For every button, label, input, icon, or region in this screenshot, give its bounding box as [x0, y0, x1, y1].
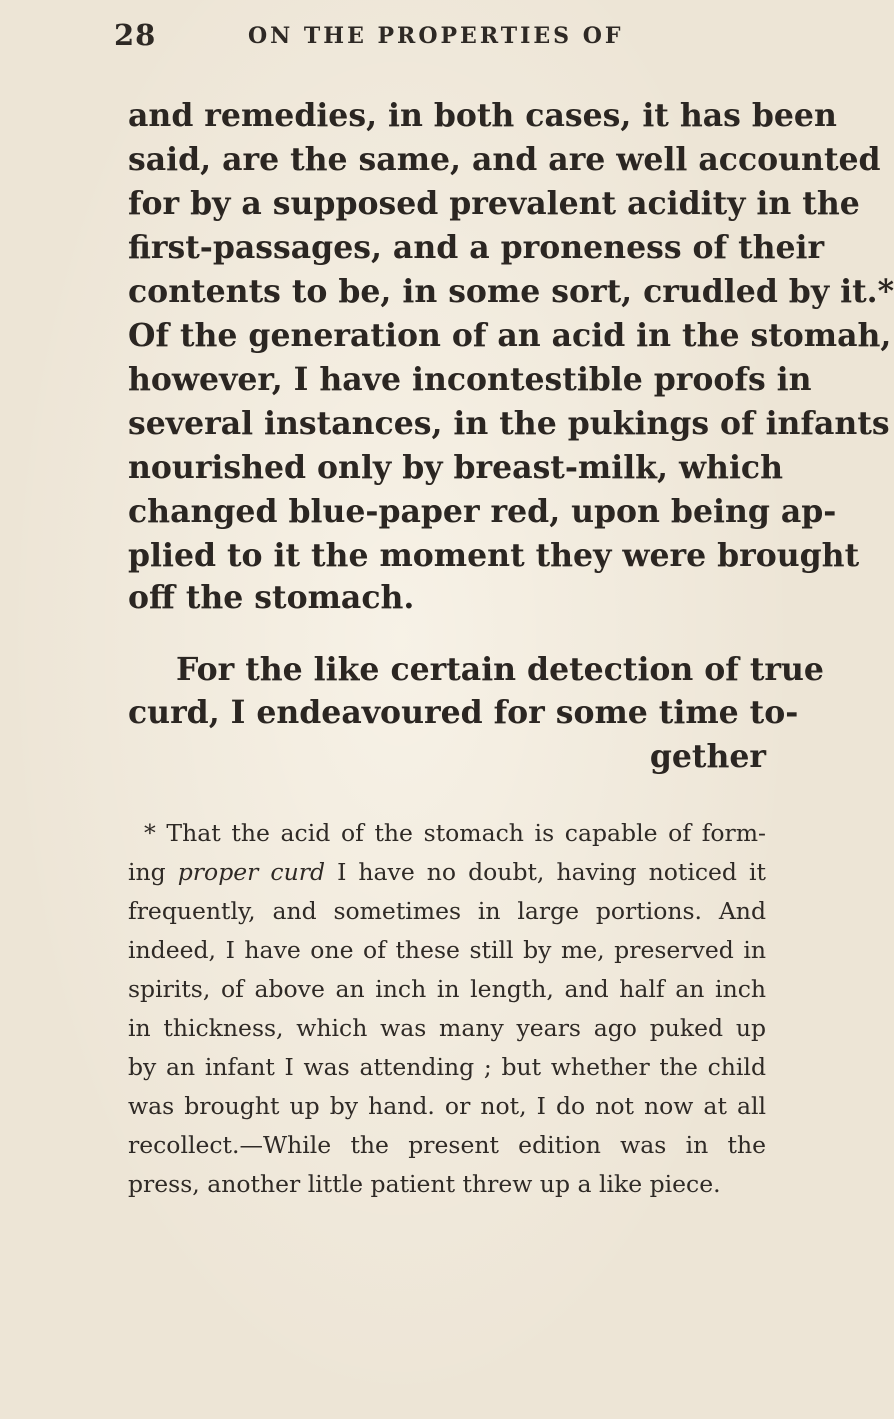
body-line: off the stomach.	[128, 579, 415, 616]
running-head	[0, 18, 801, 58]
body-line: and remedies, in both cases, it has been	[128, 97, 837, 134]
footnote-line: in thickness, which was many years ago puked up	[128, 1014, 766, 1042]
body-line: Of the generation of an acid in the stomah,	[128, 317, 892, 354]
footnote-line: recollect.—While the present edition was in the	[128, 1131, 766, 1159]
body-line: however, I have incontestible proofs in	[128, 361, 812, 398]
footnote-line: spirits, of above an inch in length, and half an inch	[128, 975, 766, 1003]
footnote-line: * That the acid of the stomach is capable of form-	[144, 819, 766, 847]
running-title: ON THE PROPERTIES OF	[248, 23, 624, 49]
footnote-text: ing	[128, 858, 166, 886]
footnote-italic-text: proper curd	[177, 858, 325, 886]
footnote-line: by an infant I was attending ; but whether the child	[128, 1053, 766, 1081]
body-line: curd, I endeavoured for some time to-	[128, 694, 799, 731]
footnote-line: press, another little patient threw up a like piece.	[128, 1170, 721, 1198]
body-line: nourished only by breast-milk, which	[128, 449, 784, 486]
catchword: gether	[649, 738, 766, 775]
body-line: contents to be, in some sort, crudled by it.*	[128, 273, 894, 310]
body-line: for by a supposed prevalent acidity in the	[128, 185, 860, 222]
footnote-line: indeed, I have one of these still by me, preserved in	[128, 936, 766, 964]
footnote-line	[128, 857, 766, 887]
footnote-text: I have no doubt, having noticed it	[337, 858, 766, 886]
footnote-line: frequently, and sometimes in large portions. And	[128, 897, 766, 925]
body-line: plied to it the moment they were brought	[128, 537, 860, 574]
body-line: said, are the same, and are well accounted	[128, 141, 881, 178]
body-line: changed blue-paper red, upon being ap-	[128, 493, 837, 530]
body-line: first-passages, and a proneness of their	[128, 229, 825, 266]
body-line: several instances, in the pukings of infants	[128, 405, 890, 442]
page-number: 28	[114, 18, 157, 52]
paragraph-start-line: For the like certain detection of true	[176, 651, 824, 688]
footnote-line: was brought up by hand. or not, I do not now at all	[128, 1092, 766, 1120]
